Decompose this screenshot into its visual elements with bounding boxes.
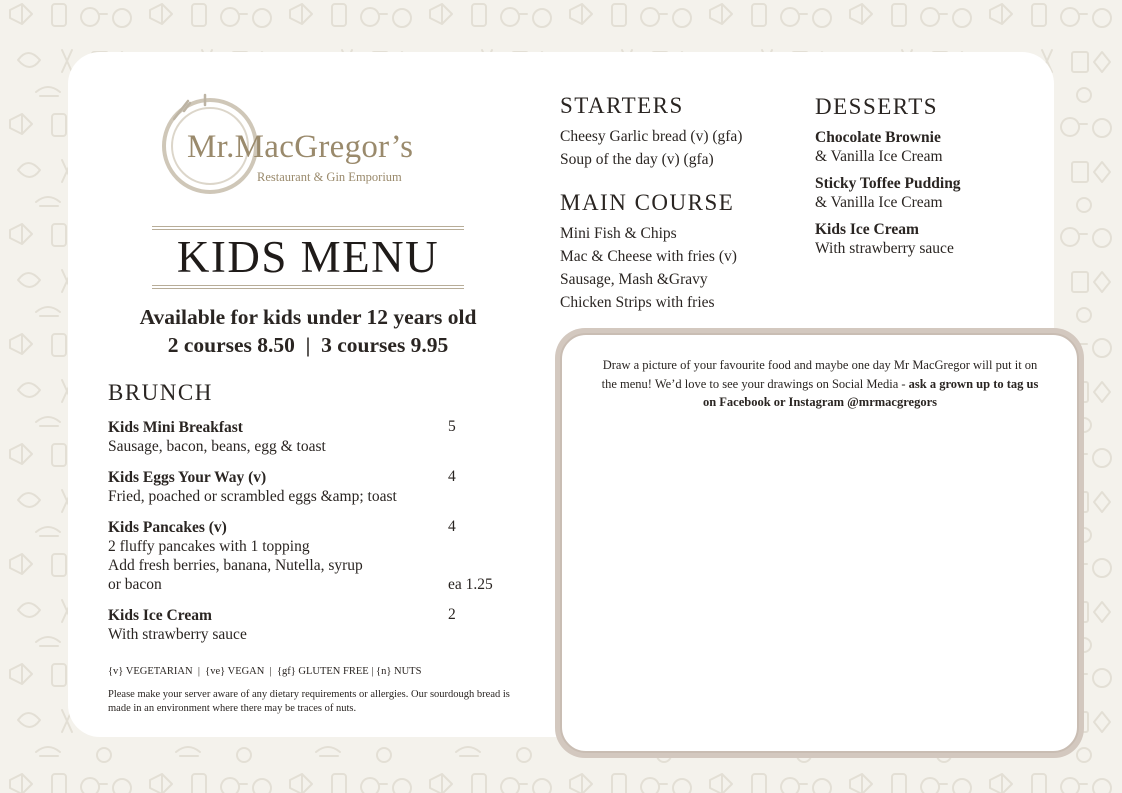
main-item: Sausage, Mash &Gravy: [560, 271, 708, 288]
item-desc: With strawberry sauce: [108, 626, 247, 643]
dessert-name: Kids Ice Cream: [815, 221, 919, 238]
menu-item-kids-pancakes: [108, 518, 363, 594]
item-price: 4: [448, 468, 456, 485]
menu-item-kids-mini-breakfast: [108, 418, 326, 456]
dessert-desc: & Vanilla Ice Cream: [815, 194, 943, 211]
page-title: KIDS MENU: [176, 232, 440, 282]
main-item: Chicken Strips with fries: [560, 294, 715, 311]
dessert-name: Sticky Toffee Pudding: [815, 175, 961, 192]
menu-item-kids-eggs: [108, 468, 397, 506]
restaurant-logo: [160, 93, 420, 198]
availability-line1: Available for kids under 12 years old: [139, 305, 477, 329]
dessert-item-chocolate-brownie: [815, 128, 943, 166]
item-price: 4: [448, 518, 456, 535]
title-rule-bottom: [152, 285, 464, 290]
menu-item-kids-ice-cream: [108, 606, 247, 644]
item-price: 2: [448, 606, 456, 623]
item-desc: Sausage, bacon, beans, egg & toast: [108, 438, 326, 455]
dessert-desc: & Vanilla Ice Cream: [815, 148, 943, 165]
item-name: Kids Eggs Your Way (v): [108, 469, 267, 486]
desserts-heading: DESSERTS: [815, 94, 939, 119]
main-course-heading: MAIN COURSE: [560, 190, 735, 215]
starters-heading: STARTERS: [560, 93, 684, 118]
dessert-item-kids-ice-cream: [815, 220, 954, 258]
dessert-desc: With strawberry sauce: [815, 240, 954, 257]
starter-item: Soup of the day (v) (gfa): [560, 151, 714, 168]
availability-line2: 2 courses 8.50 | 3 courses 9.95: [167, 333, 449, 357]
logo-name: Mr.MacGregor’s: [187, 129, 414, 165]
item-desc: Fried, poached or scrambled eggs &amp; toast: [108, 488, 397, 505]
dessert-item-sticky-toffee: [815, 174, 961, 212]
item-desc: or bacon: [108, 576, 162, 593]
item-price: 5: [448, 418, 456, 435]
logo-subtitle: Restaurant & Gin Emporium: [257, 170, 402, 184]
drawing-instructions: [598, 356, 1042, 412]
item-name: Kids Ice Cream: [108, 607, 212, 624]
item-name: Kids Mini Breakfast: [108, 419, 243, 436]
item-name: Kids Pancakes (v): [108, 519, 227, 536]
main-item: Mac & Cheese with fries (v): [560, 248, 737, 265]
availability-info: [100, 303, 516, 359]
brunch-heading: BRUNCH: [108, 380, 213, 405]
drawing-instructions-text: Draw a picture of your favourite food and maybe one day Mr MacGregor will put it on the menu! We’d love to see your drawings on Social Media -: [601, 358, 1038, 391]
main-item: Mini Fish & Chips: [560, 225, 677, 242]
item-desc: Add fresh berries, banana, Nutella, syrup: [108, 557, 363, 574]
starter-item: Cheesy Garlic bread (v) (gfa): [560, 128, 743, 145]
drawing-instructions-bold: ask a grown up to tag us on Facebook or Instagram @mrmacgregors: [702, 376, 1039, 409]
allergy-note: Please make your server aware of any dietary requirements or allergies. Our sourdough bread is made in an environment where there may be traces of nuts.: [108, 689, 510, 714]
item-extra-price: ea 1.25: [448, 576, 493, 593]
item-desc: 2 fluffy pancakes with 1 topping: [108, 538, 310, 555]
dietary-legend: {v} VEGETARIAN | {ve} VEGAN | {gf} GLUTEN FREE | {n} NUTS: [108, 666, 422, 677]
dessert-name: Chocolate Brownie: [815, 129, 941, 146]
